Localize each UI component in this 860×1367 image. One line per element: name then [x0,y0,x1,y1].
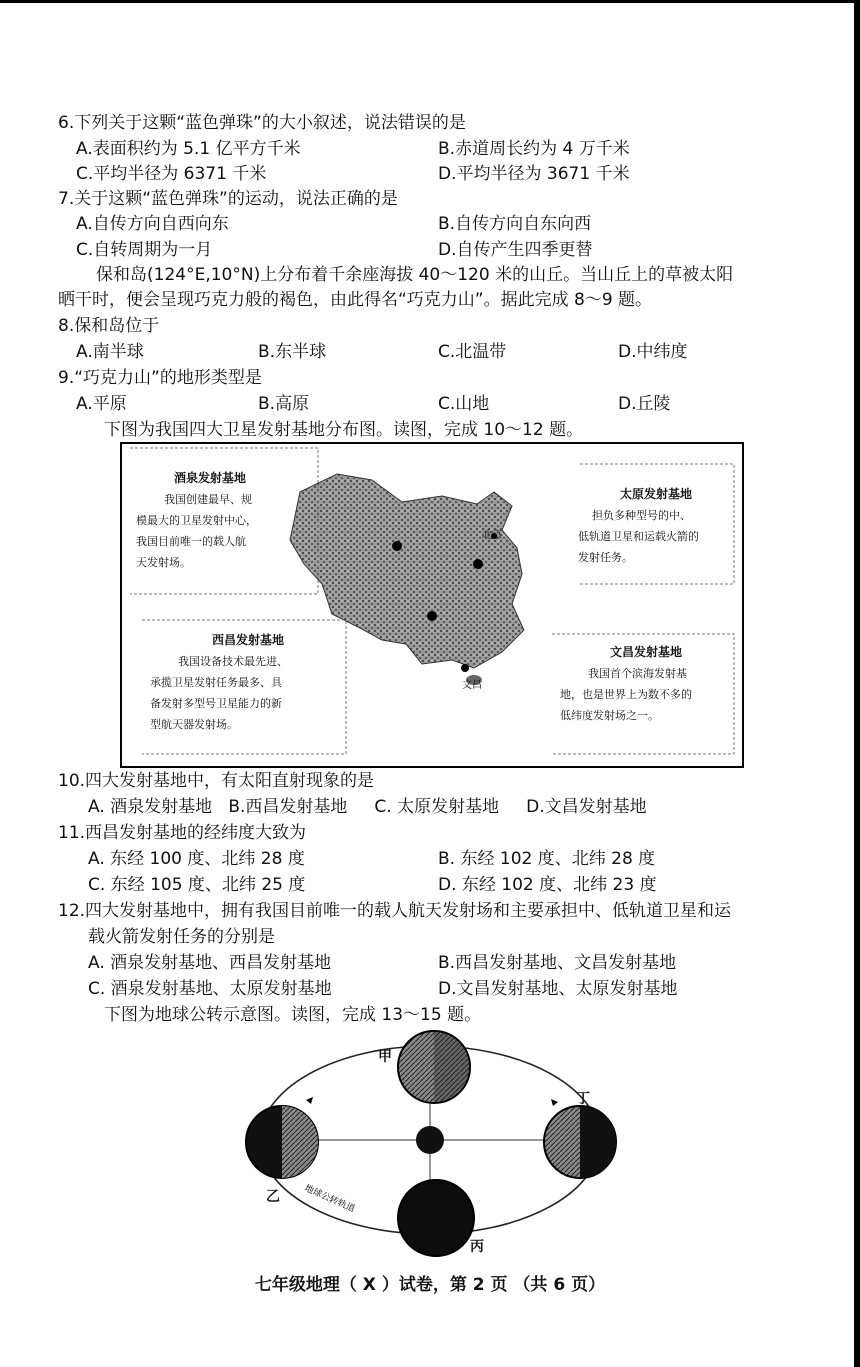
page-right-edge [854,0,860,1367]
q6-stem: 6.下列关于这颗“蓝色弹珠”的大小叙述，说法错误的是 [58,113,466,133]
q10-stem: 10.四大发射基地中，有太阳直射现象的是 [58,771,375,791]
earth-ding [544,1106,616,1178]
orbit-arrow-left [306,1097,313,1104]
q9-option-b: B.高原 [258,394,310,414]
q8-option-b: B.东半球 [258,342,327,362]
label-jia: 甲 [378,1049,392,1065]
q12-option-c: C. 酒泉发射基地、太原发射基地 [88,979,332,999]
q11-option-a: A. 东经 100 度、北纬 28 度 [88,849,305,869]
orbit-arrow-right [551,1099,558,1106]
xichang-callout [150,630,346,735]
q12-stem-line-1: 12.四大发射基地中，拥有我国目前唯一的载人航天发射场和主要承担中、低轨道卫星和运 [58,901,732,921]
q7-option-a: A.自传方向自西向东 [76,214,229,234]
beijing-label: 北京 [482,530,502,541]
xichang-title: 西昌发射基地 [211,633,284,647]
jiuquan-marker [392,541,402,551]
q9-option-a: A.平原 [76,394,127,414]
wenchang-callout [560,642,732,726]
earth-orbit-diagram [240,1022,620,1262]
earth-jia [398,1031,470,1103]
q9-stem: 9.“巧克力山”的地形类型是 [58,368,262,388]
page-top-border [0,0,860,3]
label-ding: 丁 [576,1091,590,1107]
sun-icon [416,1126,444,1154]
q7-option-b: B.自传方向自东向西 [438,214,592,234]
passage-line-2: 晒干时，便会呈现巧克力般的褐色，由此得名“巧克力山”。据此完成 8～9 题。 [58,290,653,310]
q8-option-a: A.南半球 [76,342,144,362]
earth-yi [246,1106,318,1178]
xichang-marker [427,611,437,621]
wenchang-marker [461,664,469,672]
label-bing: 丙 [470,1239,484,1255]
q6-option-b: B.赤道周长约为 4 万千米 [438,139,630,159]
wenchang-map-label: 文昌 [462,680,482,691]
taiyuan-marker [473,559,483,569]
jiuquan-body: 我国创建最早、规 模最大的卫星发射中心， 我国目前唯一的载人航 天发射场。 [136,493,257,569]
q9-option-d: D.丘陵 [618,394,671,414]
xichang-body: 我国设备技术最先进、 承揽卫星发射任务最多、具 备发射多型号卫星能力的新 型航天器发射场。 [150,655,288,731]
orbit-track-label: 地球公转轨道 [302,1183,357,1215]
q6-option-d: D.平均半径为 3671 千米 [438,164,630,184]
taiyuan-callout [578,484,734,568]
q10-options: A. 酒泉发射基地 B.西昌发射基地 C. 太原发射基地 D.文昌发射基地 [88,797,647,817]
q12-option-d: D.文昌发射基地、太原发射基地 [438,979,678,999]
map-intro: 下图为我国四大卫星发射基地分布图。读图，完成 10～12 题。 [104,420,584,440]
q12-stem-line-2: 载火箭发射任务的分别是 [88,927,275,947]
page-footer: 七年级地理（ X ）试卷，第 2 页 （共 6 页） [254,1275,606,1295]
q8-option-c: C.北温带 [438,342,507,362]
q7-option-c: C.自转周期为一月 [76,240,213,260]
q8-stem: 8.保和岛位于 [58,316,160,336]
q8-option-d: D.中纬度 [618,342,688,362]
q6-option-c: C.平均半径为 6371 千米 [76,164,267,184]
q7-stem: 7.关于这颗“蓝色弹珠”的运动，说法正确的是 [58,189,398,209]
q11-stem: 11.西昌发射基地的经纬度大致为 [58,823,307,843]
q7-option-d: D.自传产生四季更替 [438,240,593,260]
wenchang-body: 我国首个滨海发射基 地，也是世界上为数不多的 低纬度发射场之一。 [560,667,692,722]
wenchang-title: 文昌发射基地 [609,645,682,659]
taiyuan-body: 担负多种型号的中、 低轨道卫星和运载火箭的 发射任务。 [578,509,699,564]
q11-option-d: D. 东经 102 度、北纬 23 度 [438,875,657,895]
label-yi: 乙 [266,1189,280,1205]
q12-option-b: B.西昌发射基地、文昌发射基地 [438,953,677,973]
q11-option-c: C. 东经 105 度、北纬 25 度 [88,875,306,895]
jiuquan-title: 酒泉发射基地 [174,471,247,485]
q9-option-c: C.山地 [438,394,490,414]
taiyuan-title: 太原发射基地 [619,487,692,501]
q6-option-a: A.表面积约为 5.1 亿平方千米 [76,139,301,159]
passage-line-1: 保和岛(124°E,10°N)上分布着千余座海拔 40～120 米的山丘。当山丘上的草被太阳 [96,265,734,285]
jiuquan-callout [136,468,316,573]
orbit-intro: 下图为地球公转示意图。读图，完成 13～15 题。 [104,1005,482,1025]
earth-bing [398,1180,474,1256]
q12-option-a: A. 酒泉发射基地、西昌发射基地 [88,953,332,973]
launch-base-map [120,442,744,768]
q11-option-b: B. 东经 102 度、北纬 28 度 [438,849,656,869]
